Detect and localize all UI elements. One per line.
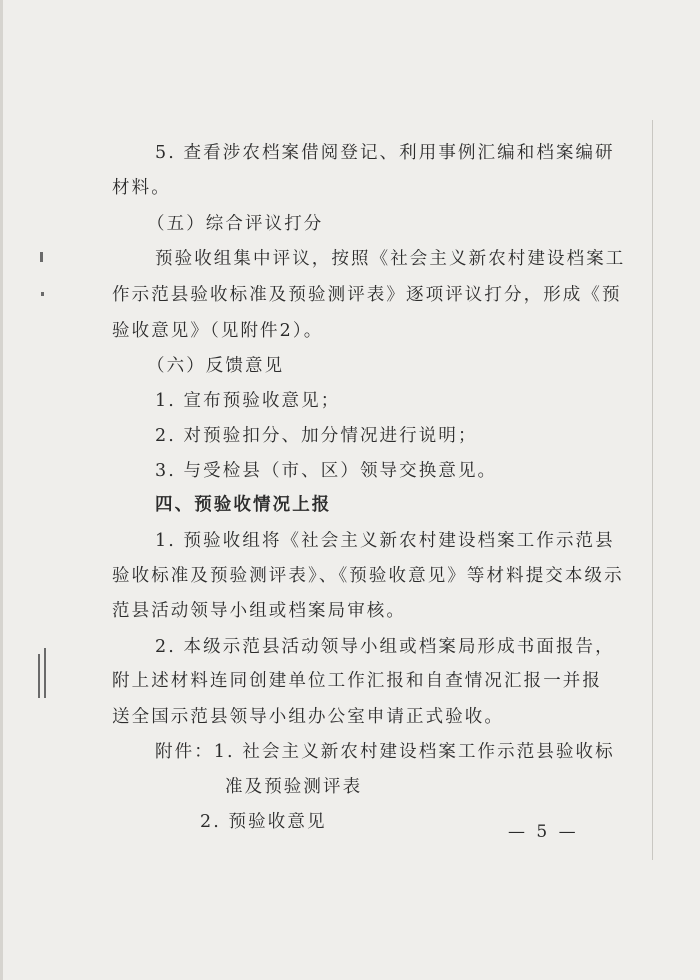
binding-hole-mark: [41, 292, 44, 296]
attachment-line: 准及预验测评表: [225, 777, 363, 797]
text-line: 1. 预验收组将《社会主义新农村建设档案工作示范县: [155, 531, 615, 551]
attachment-line: 2. 预验收意见: [200, 812, 327, 832]
binding-hole-mark: [40, 252, 43, 262]
binding-hole-mark: [38, 654, 40, 698]
list-item: 2. 对预验扣分、加分情况进行说明；: [155, 426, 478, 446]
text-line: 验收意见》（见附件2）。: [112, 321, 324, 341]
text-line: 材料。: [112, 178, 171, 198]
page-number: — 5 —: [508, 822, 579, 842]
section-heading: （六）反馈意见: [147, 356, 285, 376]
section-heading: （五）综合评议打分: [147, 214, 324, 234]
chapter-heading: 四、预验收情况上报: [155, 495, 332, 515]
text-line: 5. 查看涉农档案借阅登记、利用事例汇编和档案编研: [155, 143, 615, 163]
binding-edge: [0, 0, 3, 980]
text-line: 送全国示范县领导小组办公室申请正式验收。: [112, 707, 504, 727]
text-line: 作示范县验收标准及预验测评表》逐项评议打分，形成《预: [112, 285, 622, 305]
text-line: 附上述材料连同创建单位工作汇报和自查情况汇报一并报: [112, 671, 602, 691]
text-line: 范县活动领导小组或档案局审核。: [112, 601, 406, 621]
text-line: 预验收组集中评议，按照《社会主义新农村建设档案工: [155, 249, 626, 269]
list-item: 1. 宣布预验收意见；: [155, 391, 341, 411]
right-edge-line: [652, 120, 653, 860]
list-item: 3. 与受检县（市、区）领导交换意见。: [155, 461, 498, 481]
text-line: 验收标准及预验测评表》、《预验收意见》等材料提交本级示: [112, 566, 624, 586]
binding-hole-mark: [44, 648, 46, 698]
attachment-line: 附件：1. 社会主义新农村建设档案工作示范县验收标: [155, 742, 615, 762]
text-line: 2. 本级示范县活动领导小组或档案局形成书面报告，: [155, 637, 615, 657]
